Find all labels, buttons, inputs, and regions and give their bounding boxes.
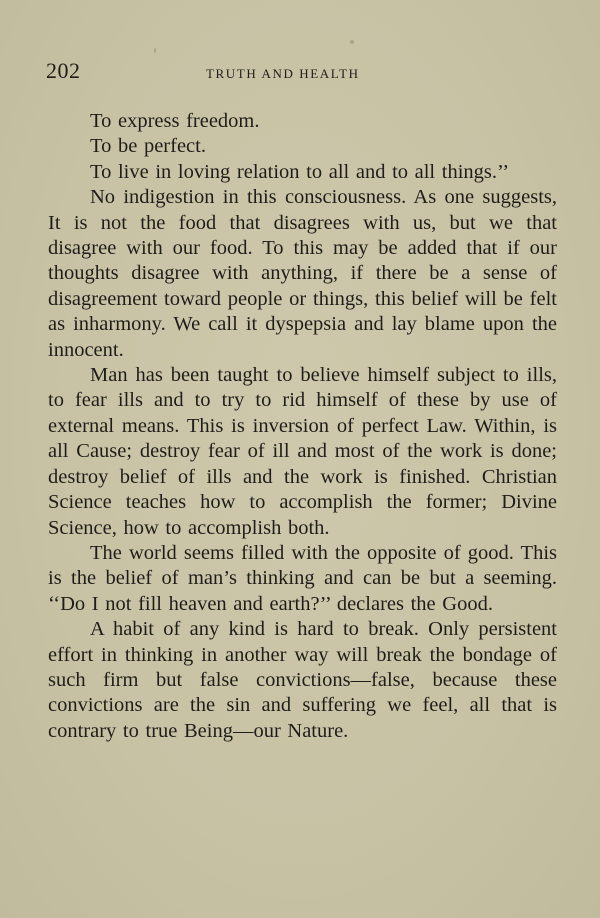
paragraph: A habit of any kind is hard to break. Only persistent effort in thinking in another way will break the bondage of such firm but false convictions—false, because these convictions are the sin and suffering we feel, all that is contrary to true Being—our Nature.	[48, 618, 557, 742]
paragraph: The world seems filled with the opposite of good. This is the belief of man’s thinking and can be but a seeming. ‘‘Do I not fill heaven and earth?’’ declares the Good.	[48, 541, 557, 615]
paragraph: To express freedom.	[90, 110, 260, 132]
paragraph: Man has been taught to believe himself subject to ills, to fear ills and to try to rid himself of these by use of external means. This is inversion of perfect Law. Within, is all Cause; destroy fear of ill and most of the work is done; destroy belief of ills and the work is finished. Christian Science teaches how to accomplish the former; Divine Science, how to accomplish both.	[48, 364, 557, 539]
running-head: TRUTH AND HEALTH	[206, 66, 360, 81]
paragraph: To be perfect.	[90, 135, 206, 158]
page-number: 202	[46, 58, 81, 83]
paper-speck	[154, 48, 156, 53]
paper-speck	[350, 40, 354, 44]
body-text	[48, 109, 557, 744]
paragraph: To live in loving relation to all and to all things.’’	[90, 160, 510, 183]
page-header	[46, 58, 556, 88]
paragraph: No indigestion in this consciousness. As one suggests, It is not the food that disagrees with us, but we that disagree with our food. To this may be added that if our thoughts disagree with anything, if there be a sense of disagreement toward people or things, this belief will be felt as inharmony. We call it dyspepsia and lay blame upon the innocent.	[48, 186, 557, 361]
